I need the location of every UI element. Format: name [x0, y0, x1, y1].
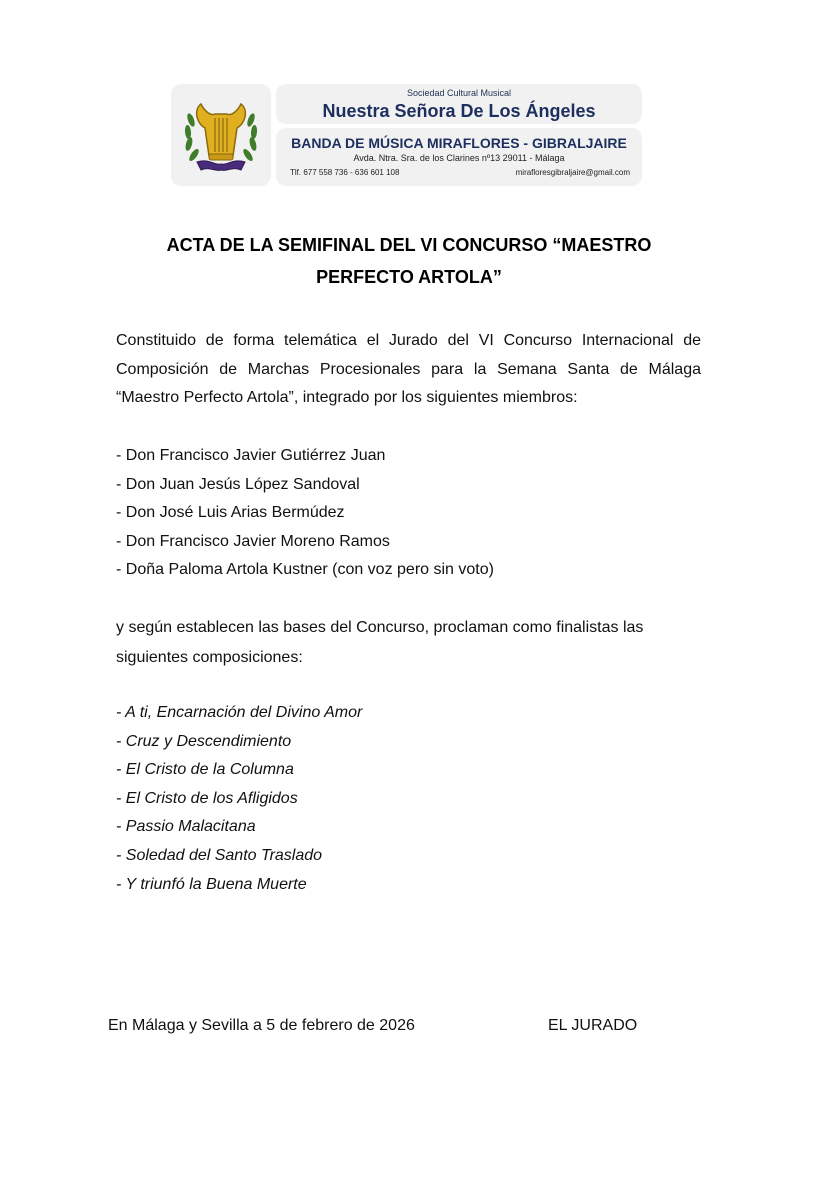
document-title	[100, 229, 718, 293]
list-item: - Soledad del Santo Traslado	[116, 846, 323, 864]
proclamation-paragraph: y según establecen las bases del Concurso, proclaman como finalistas las siguientes composiciones:	[116, 619, 644, 666]
finalists-list	[116, 699, 362, 899]
email: mirafloresgibraljaire@gmail.com	[515, 168, 630, 177]
list-item: - Passio Malacitana	[116, 818, 256, 836]
list-item: - El Cristo de los Afligidos	[116, 789, 298, 807]
place-date: En Málaga y Sevilla a 5 de febrero de 2026	[108, 1017, 415, 1034]
society-label: Sociedad Cultural Musical	[406, 88, 512, 98]
list-item: - Don Francisco Javier Gutiérrez Juan	[116, 447, 386, 464]
list-item: - Doña Paloma Artola Kustner (con voz pero sin voto)	[116, 561, 494, 578]
organization-name: Nuestra Señora De Los Ángeles	[322, 101, 596, 121]
lyre-laurel-icon	[179, 90, 263, 180]
phone: Tlf. 677 558 736 - 636 601 108	[290, 168, 400, 177]
list-item: - El Cristo de la Columna	[116, 761, 294, 779]
list-item: - A ti, Encarnación del Divino Amor	[116, 704, 363, 721]
jury-members-list	[116, 442, 494, 585]
address: Avda. Ntra. Sra. de los Clarines nº13 29011 - Málaga	[353, 153, 565, 163]
list-item: - Don Francisco Javier Moreno Ramos	[116, 532, 390, 550]
list-item: - Don José Luis Arias Bermúdez	[116, 504, 345, 521]
logo	[171, 84, 271, 186]
title-line-1: ACTA DE LA SEMIFINAL DEL VI CONCURSO “MAESTRO	[166, 235, 652, 255]
intro-paragraph: Constituido de forma telemática el Jurado del VI Concurso Internacional de Composición de Marchas Procesionales para la Semana Santa de Málaga “Maestro Perfecto Artola”, integrado por los siguientes miembros:	[116, 332, 701, 406]
list-item: - Cruz y Descendimiento	[116, 732, 292, 750]
letterhead	[171, 84, 642, 186]
list-item: - Don Juan Jesús López Sandoval	[116, 475, 360, 493]
header-bottom-panel	[276, 128, 642, 186]
band-name: BANDA DE MÚSICA MIRAFLORES - GIBRALJAIRE	[291, 135, 627, 151]
header-top-panel	[276, 84, 642, 124]
title-line-2: PERFECTO ARTOLA”	[316, 267, 502, 287]
list-item: - Y triunfó la Buena Muerte	[116, 875, 307, 893]
signature-label: EL JURADO	[548, 1017, 638, 1034]
